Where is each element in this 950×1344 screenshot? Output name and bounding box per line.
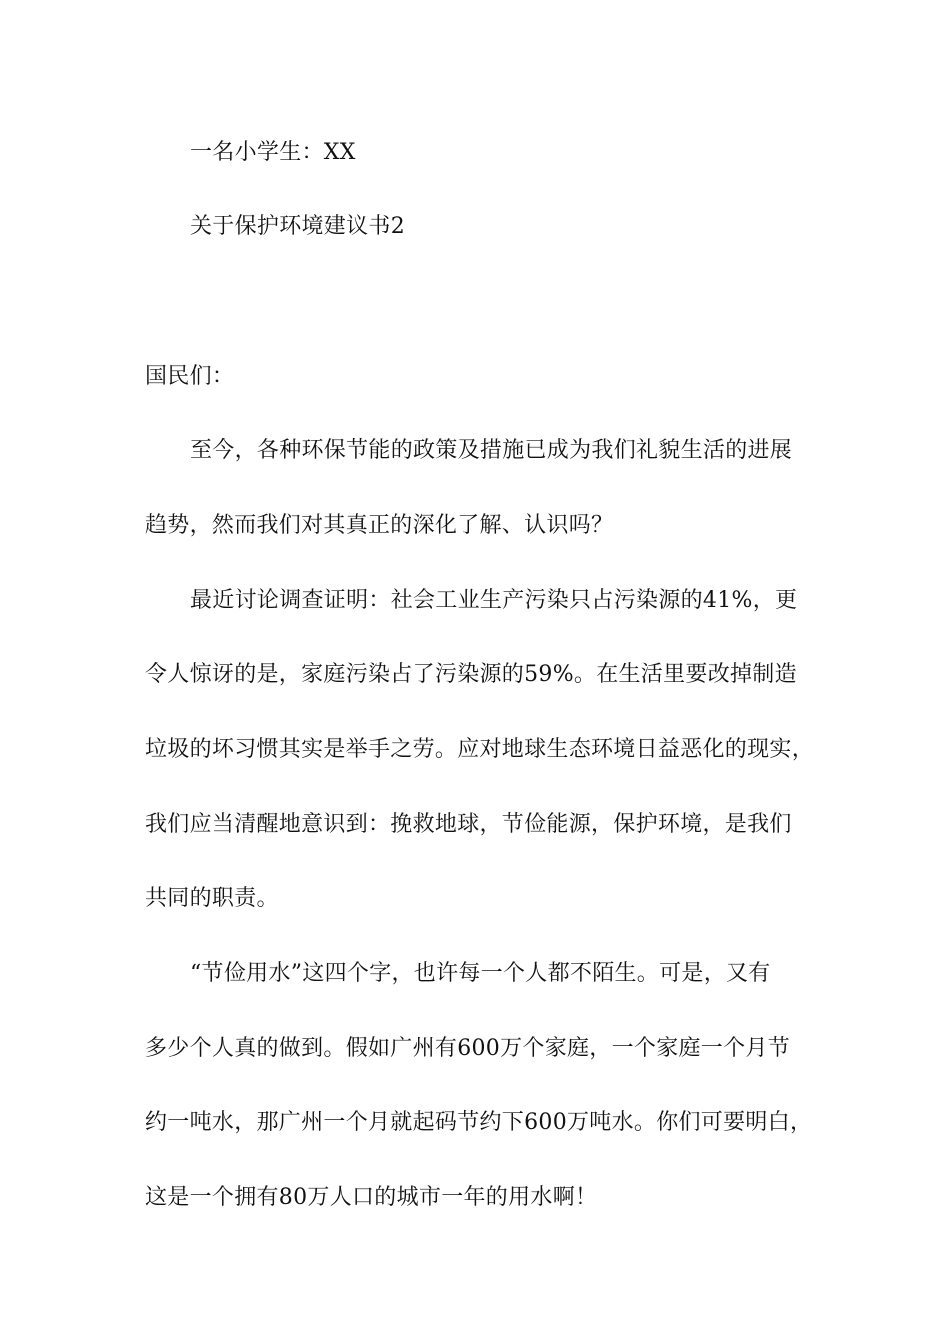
paragraph-line: 约一吨水，那广州一个月就起码节约下600万吨水。你们可要明白， <box>145 1110 813 1135</box>
paragraph-line: 至今，各种环保节能的政策及措施已成为我们礼貌生活的进展 <box>190 438 793 463</box>
paragraph-line: 我们应当清醒地意识到：挽救地球，节俭能源，保护环境，是我们 <box>145 812 792 837</box>
paragraph-line: 令人惊讶的是，家庭污染占了污染源的59%。在生活里要改掉制造 <box>145 662 797 687</box>
paragraph-line: 多少个人真的做到。假如广州有600万个家庭，一个家庭一个月节 <box>145 1036 790 1061</box>
paragraph-line: 趋势，然而我们对其真正的深化了解、认识吗？ <box>145 513 614 538</box>
signature-line: 一名小学生：XX <box>190 140 356 165</box>
document-title: 关于保护环境建议书2 <box>190 214 405 239</box>
salutation: 国民们： <box>145 364 235 389</box>
paragraph-line: 最近讨论调查证明：社会工业生产污染只占污染源的41%，更 <box>190 588 798 613</box>
paragraph-line: 这是一个拥有80万人口的城市一年的用水啊！ <box>145 1185 598 1210</box>
paragraph-line: “节俭用水”这四个字，也许每一个人都不陌生。可是，又有 <box>190 961 771 986</box>
paragraph-line: 共同的职责。 <box>145 886 279 911</box>
paragraph-line: 垃圾的坏习惯其实是举手之劳。应对地球生态环境日益恶化的现实， <box>145 737 815 762</box>
